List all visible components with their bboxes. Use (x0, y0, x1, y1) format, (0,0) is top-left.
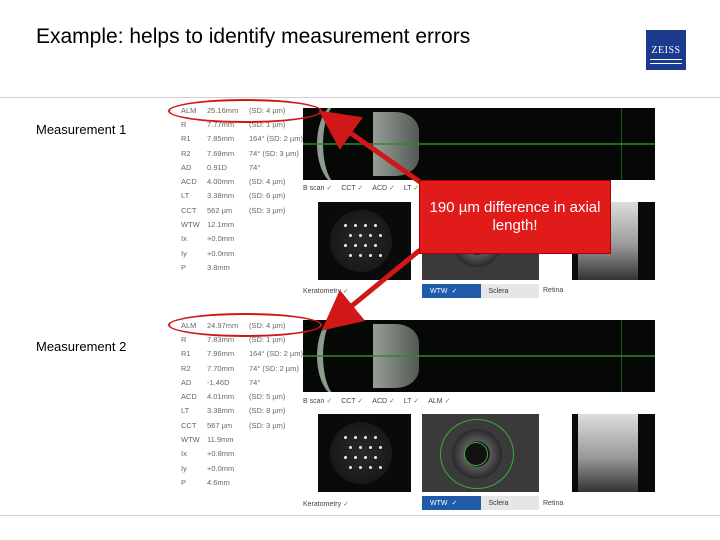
measurement-value: 12.1mm (207, 220, 235, 230)
measurement-value: 567 µm (207, 420, 233, 430)
scan-tab[interactable]: CCT ✓ (341, 397, 363, 405)
measurement-sd: 74° (249, 162, 261, 172)
logo-text: ZEISS (651, 44, 681, 56)
measurement-key: Ix (181, 234, 187, 244)
measurement-value: 7.69mm (207, 148, 235, 158)
measurement-sd: (SD: 1 µm) (249, 334, 286, 344)
measurement-value: 24.97mm (207, 320, 239, 330)
measurement-value: 4.01mm (207, 392, 235, 402)
wtw-tab[interactable]: WTW ✓ (422, 284, 481, 298)
measurement-key: ALM (181, 105, 197, 115)
measurement-value: 7.70mm (207, 363, 235, 373)
measurement-sd: 164° (SD: 2 µm) (249, 134, 304, 144)
scan-tab[interactable]: LT ✓ (404, 397, 419, 405)
measurement-key: WTW (181, 220, 200, 230)
measurement-2-keratometry-label: Keratometry ✓ (303, 500, 349, 508)
measurement-sd: (SD: 6 µm) (249, 191, 286, 201)
measurement-value: +0.8mm (207, 449, 235, 459)
measurement-value: 4.00mm (207, 177, 235, 187)
measurement-value: 3.38mm (207, 191, 235, 201)
measurement-key: LT (181, 191, 190, 201)
measurement-value: 7.77mm (207, 119, 235, 129)
measurement-value: 11.9mm (207, 435, 234, 445)
measurement-value: 4.6mm (207, 477, 230, 487)
measurement-key: Iy (181, 248, 187, 258)
measurement-sd: (SD: 3 µm) (249, 420, 286, 430)
arrow-to-measurement-2 (337, 250, 420, 318)
measurement-value: 7.96mm (207, 349, 235, 359)
sclera-tab[interactable]: Sclera (481, 496, 540, 510)
measurement-key: CCT (181, 205, 197, 215)
measurement-key: P (181, 262, 187, 272)
measurement-sd: 74° (249, 377, 261, 387)
scan-tab[interactable]: CCT ✓ (341, 184, 363, 192)
measurement-sd: 164° (SD: 2 µm) (249, 349, 304, 359)
measurement-2-label: Measurement 2 (36, 339, 127, 354)
measurement-sd: 74° (SD: 3 µm) (249, 148, 299, 158)
measurement-key: CCT (181, 420, 197, 430)
measurement-sd: (SD: 4 µm) (249, 320, 286, 330)
measurement-key: LT (181, 406, 190, 416)
measurement-sd: (SD: 8 µm) (249, 406, 286, 416)
scan-tab[interactable]: ACD ✓ (372, 397, 395, 405)
measurement-value: 25.16mm (207, 105, 239, 115)
measurement-2-retina-label: Retina (543, 500, 564, 507)
scan-tab[interactable]: LT ✓ (404, 184, 419, 192)
measurement-value: 7.83mm (207, 334, 235, 344)
measurement-key: R (181, 334, 187, 344)
slide-title: Example: helps to identify measurement errors (36, 25, 471, 48)
measurement-key: AD (181, 377, 192, 387)
scan-tab[interactable]: ALM ✓ (428, 397, 450, 405)
scan-tab[interactable]: ACD ✓ (372, 184, 395, 192)
sclera-tab[interactable]: Sclera (481, 284, 540, 298)
measurement-sd: (SD: 5 µm) (249, 392, 286, 402)
measurement-key: ACD (181, 392, 197, 402)
measurement-value: 0.91D (207, 162, 228, 172)
measurement-sd: (SD: 4 µm) (249, 105, 286, 115)
measurement-key: R (181, 119, 187, 129)
measurement-value: +0.0mm (207, 463, 235, 473)
measurement-value: 562 µm (207, 205, 233, 215)
measurement-sd: (SD: 4 µm) (249, 177, 286, 187)
arrow-to-measurement-1 (335, 122, 420, 182)
difference-callout: 190 µm difference in axial length! (419, 180, 611, 254)
measurement-value: 3.38mm (207, 406, 235, 416)
measurement-value: -1.46D (207, 377, 230, 387)
measurement-key: R2 (181, 363, 191, 373)
scan-tab[interactable]: B scan ✓ (303, 184, 332, 192)
measurement-key: ALM (181, 320, 197, 330)
measurement-key: WTW (181, 435, 200, 445)
measurement-key: P (181, 477, 187, 487)
measurement-key: Ix (181, 449, 187, 459)
measurement-sd: (SD: 1 µm) (249, 119, 286, 129)
measurement-value: 3.8mm (207, 262, 230, 272)
measurement-key: Iy (181, 463, 187, 473)
measurement-1-label: Measurement 1 (36, 122, 127, 137)
measurement-value: 7.85mm (207, 134, 235, 144)
measurement-key: AD (181, 162, 192, 172)
measurement-1-retina-label: Retina (543, 287, 564, 294)
measurement-1-keratometry-label: Keratometry ✓ (303, 287, 349, 295)
measurement-sd: (SD: 3 µm) (249, 205, 286, 215)
measurement-key: R2 (181, 148, 191, 158)
scan-tab[interactable]: B scan ✓ (303, 397, 332, 405)
measurement-key: R1 (181, 349, 191, 359)
measurement-key: ACD (181, 177, 197, 187)
wtw-tab[interactable]: WTW ✓ (422, 496, 481, 510)
measurement-value: +0.0mm (207, 234, 235, 244)
measurement-sd: 74° (SD: 2 µm) (249, 363, 299, 373)
measurement-key: R1 (181, 134, 191, 144)
measurement-value: +0.0mm (207, 248, 235, 258)
